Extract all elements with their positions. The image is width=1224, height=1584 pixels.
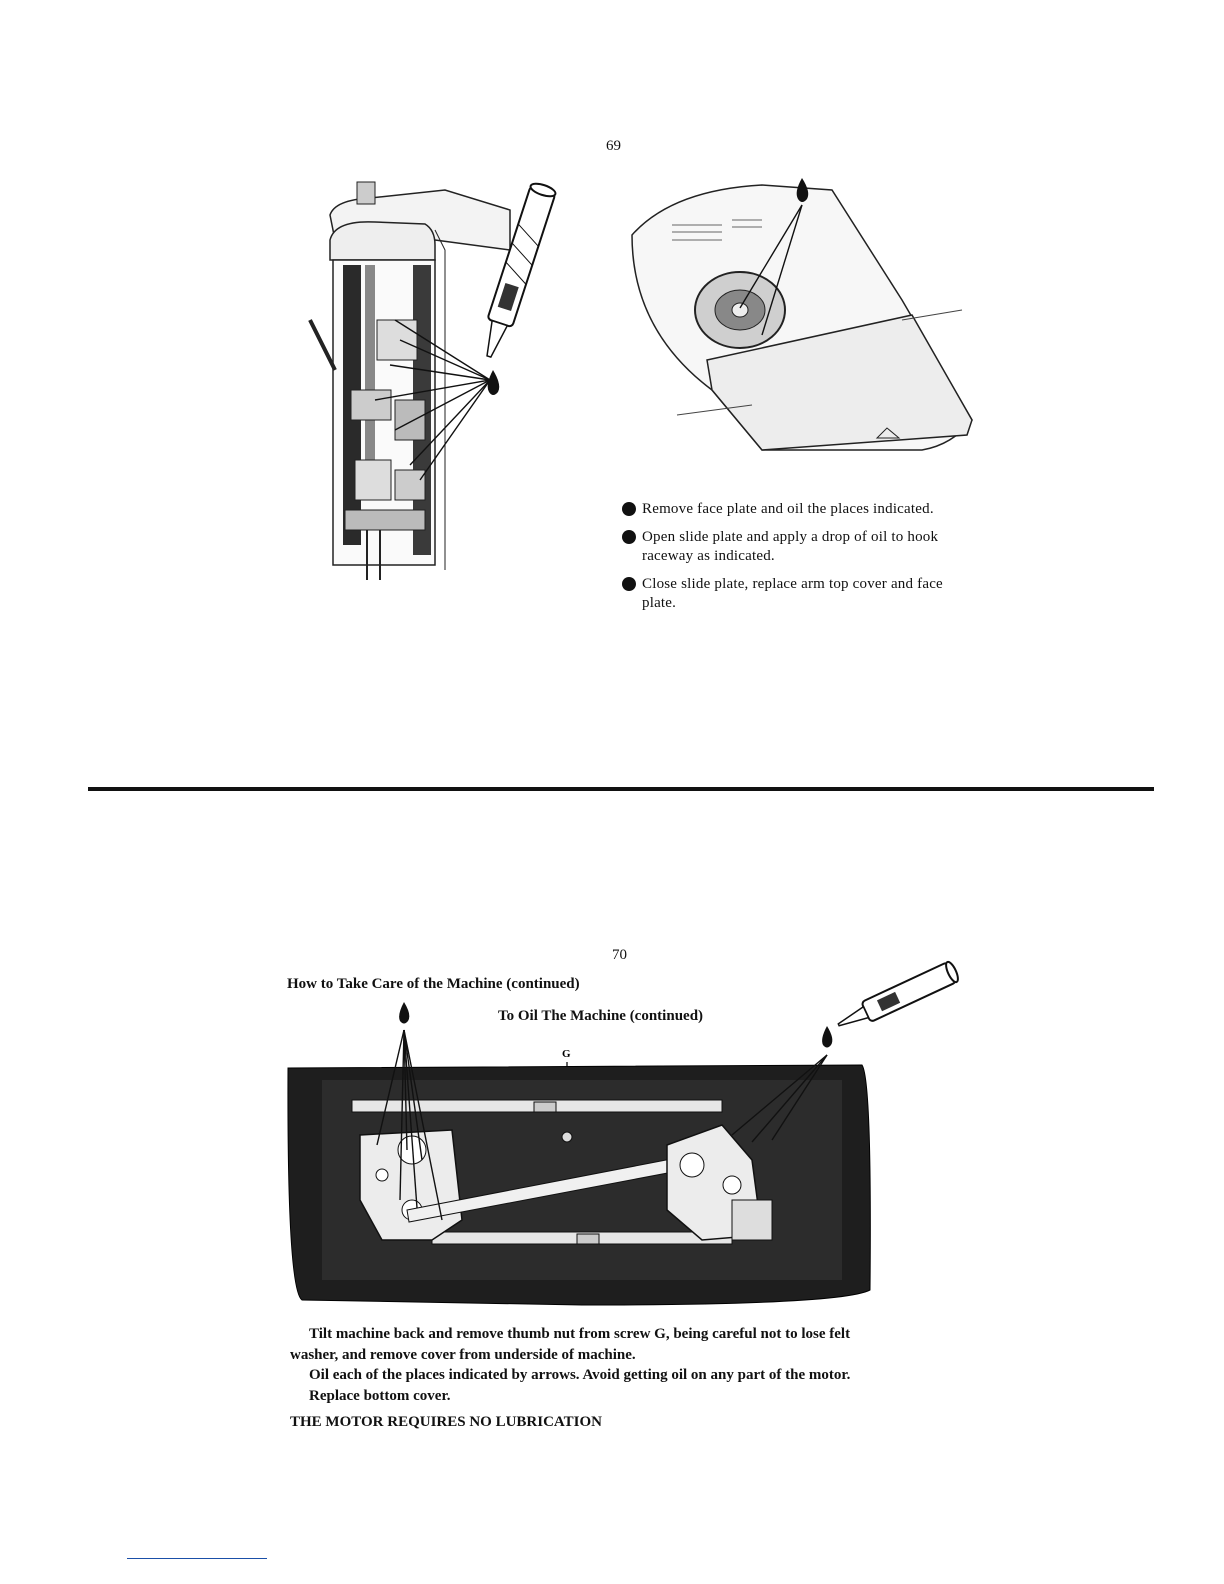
- section-heading: How to Take Care of the Machine (continued): [287, 976, 580, 992]
- instruction-item: Close slide plate, replace arm top cover and face plate.: [622, 575, 952, 613]
- page-number-69: 69: [606, 138, 621, 154]
- lubrication-notice: THE MOTOR REQUIRES NO LUBRICATION: [290, 1414, 602, 1430]
- bullet-dot-icon: [622, 502, 636, 516]
- section-subheading: To Oil The Machine (continued): [498, 1008, 704, 1024]
- instruction-item: Open slide plate and apply a drop of oil to hook raceway as indicated.: [622, 528, 952, 566]
- paragraph-1-line-1: Tilt machine back and remove thumb nut from screw G, being careful not to lose felt: [309, 1326, 851, 1342]
- slide-plate-illustration: [612, 170, 982, 470]
- underside-illustration: [282, 960, 982, 1310]
- label-g: G: [562, 1048, 571, 1060]
- paragraph-2: Oil each of the places indicated by arrows. Avoid getting oil on any part of the motor.: [309, 1367, 851, 1383]
- paragraph-3: Replace bottom cover.: [309, 1388, 451, 1404]
- oil-drop-icon: [488, 370, 500, 395]
- face-plate-illustration: [295, 170, 615, 590]
- page-divider: [88, 787, 1154, 791]
- footer-rule: [127, 1558, 267, 1559]
- instruction-list: [622, 500, 952, 622]
- oil-drop-icon: [822, 1026, 832, 1048]
- instruction-item: Remove face plate and oil the places indicated.: [622, 500, 952, 519]
- oil-drop-icon: [399, 1002, 409, 1024]
- bullet-dot-icon: [622, 530, 636, 544]
- bullet-dot-icon: [622, 577, 636, 591]
- oil-drop-icon: [797, 178, 809, 202]
- paragraph-1-line-2: washer, and remove cover from underside of machine.: [290, 1347, 636, 1363]
- page-number-70: 70: [612, 947, 627, 963]
